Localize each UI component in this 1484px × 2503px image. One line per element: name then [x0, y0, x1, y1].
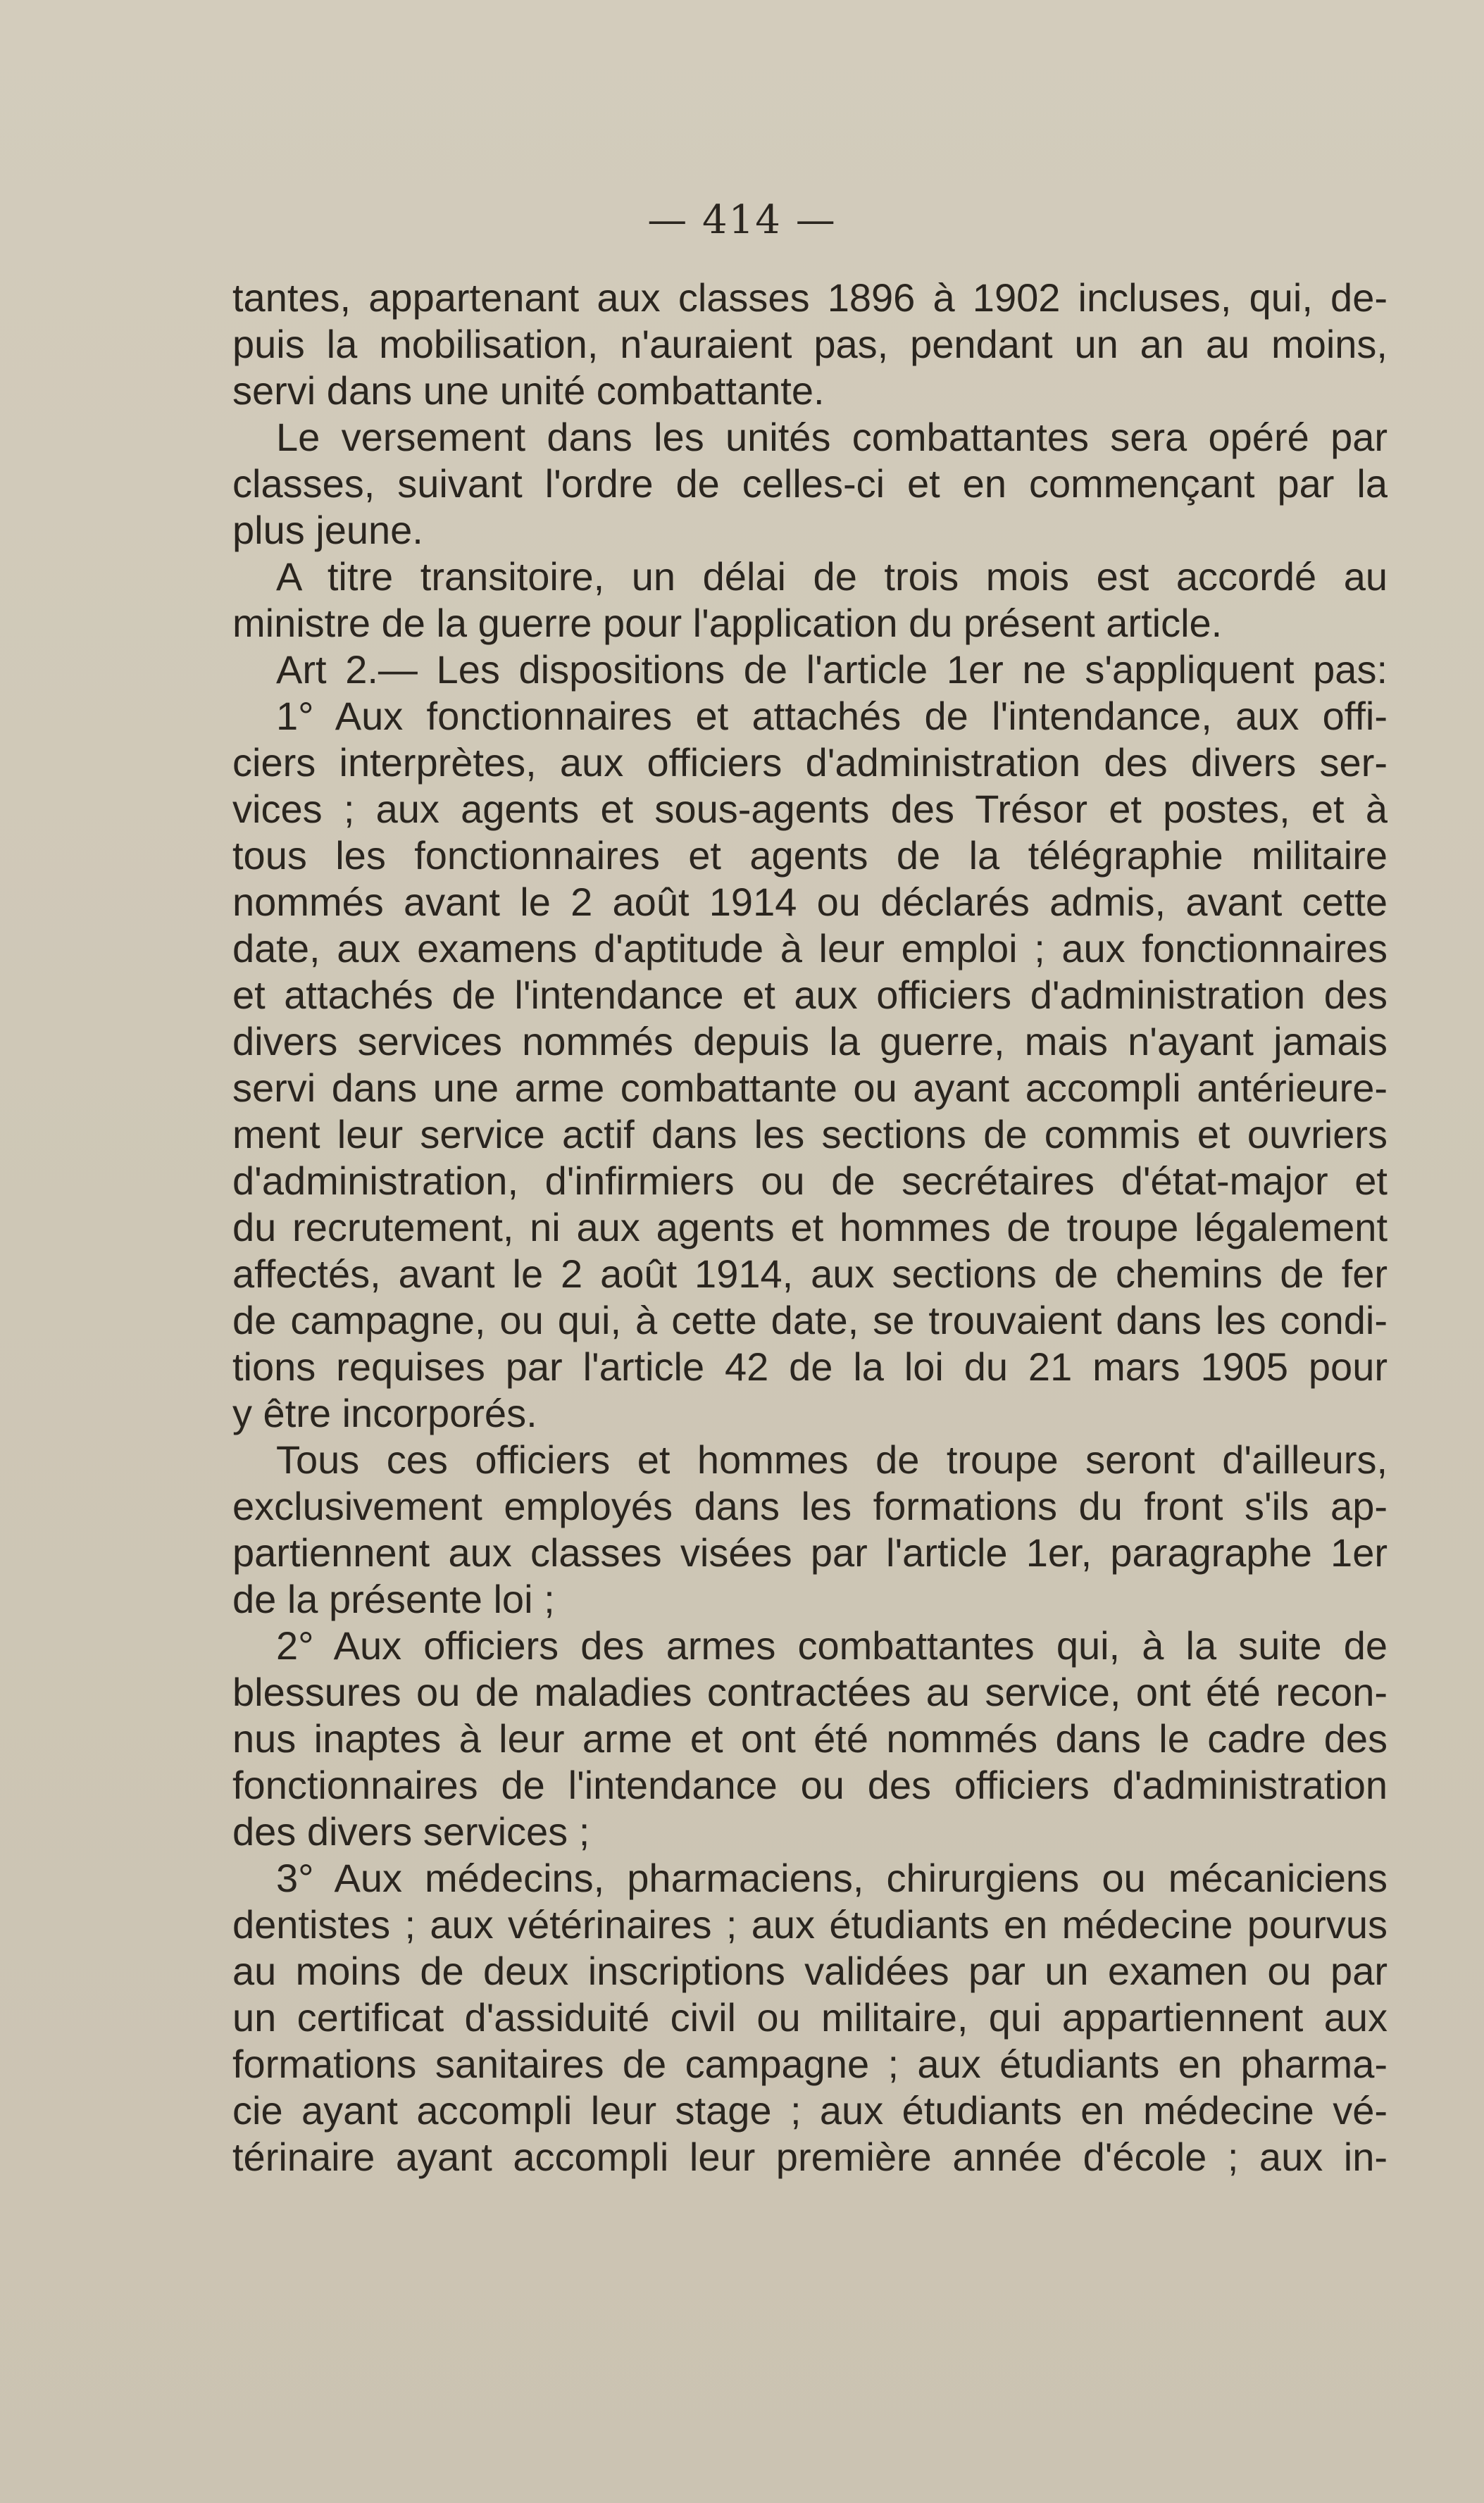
text-line: tions requises par l'article 42 de la loi du 21 mars 1905 pour — [232, 1344, 1388, 1389]
text-line: 1° Aux fonctionnaires et attachés de l'intendance, aux offi- — [276, 694, 1388, 738]
text-line: date, aux examens d'aptitude à leur emploi ; aux fonctionnaires — [232, 926, 1388, 970]
text-line: au moins de deux inscriptions validées par un examen ou par — [232, 1949, 1388, 1993]
text-line: des divers services ; — [232, 1809, 590, 1854]
text-line: ciers interprètes, aux officiers d'administration des divers ser- — [232, 740, 1388, 785]
text-line: tous les fonctionnaires et agents de la télégraphie militaire — [232, 833, 1388, 878]
text-line: et attachés de l'intendance et aux officiers d'administration des — [232, 973, 1388, 1017]
text-line: Le versement dans les unités combattantes sera opéré par — [276, 415, 1388, 459]
text-line: Art 2.— Les dispositions de l'article 1er ne s'appliquent pas: — [276, 647, 1388, 692]
text-line: exclusivement employés dans les formations du front s'ils ap- — [232, 1484, 1388, 1528]
text-line: affectés, avant le 2 août 1914, aux sections de chemins de fer — [232, 1252, 1388, 1296]
text-line: servi dans une unité combattante. — [232, 368, 825, 413]
text-line: 3° Aux médecins, pharmaciens, chirurgiens ou mécaniciens — [276, 1856, 1388, 1900]
text-line: de la présente loi ; — [232, 1577, 555, 1621]
text-line: d'administration, d'infirmiers ou de secrétaires d'état-major et — [232, 1159, 1388, 1203]
text-line: nommés avant le 2 août 1914 ou déclarés admis, avant cette — [232, 880, 1388, 924]
text-line: cie ayant accompli leur stage ; aux étudiants en médecine vé- — [232, 2088, 1388, 2133]
body-text — [232, 275, 1388, 2180]
page-number: — 414 — — [647, 197, 837, 243]
text-line: Tous ces officiers et hommes de troupe seront d'ailleurs, — [276, 1437, 1388, 1482]
text-line: y être incorporés. — [232, 1391, 537, 1435]
text-line: classes, suivant l'ordre de celles-ci et en commençant par la — [232, 461, 1388, 506]
text-line: dentistes ; aux vétérinaires ; aux étudiants en médecine pourvus — [232, 1902, 1388, 1947]
text-line: de campagne, ou qui, à cette date, se trouvaient dans les condi- — [232, 1298, 1388, 1342]
text-line: nus inaptes à leur arme et ont été nommés dans le cadre des — [232, 1716, 1388, 1761]
text-line: formations sanitaires de campagne ; aux étudiants en pharma- — [232, 2042, 1388, 2086]
text-line: servi dans une arme combattante ou ayant accompli antérieure- — [232, 1066, 1388, 1110]
text-line: partiennent aux classes visées par l'article 1er, paragraphe 1er — [232, 1530, 1388, 1575]
text-line: ment leur service actif dans les sections de commis et ouvriers — [232, 1112, 1388, 1156]
text-line: ministre de la guerre pour l'application du présent article. — [232, 601, 1223, 645]
text-line: vices ; aux agents et sous-agents des Trésor et postes, et à — [232, 787, 1388, 831]
text-line: A titre transitoire, un délai de trois mois est accordé au — [276, 554, 1388, 599]
text-line: du recrutement, ni aux agents et hommes de troupe légalement — [232, 1205, 1388, 1249]
text-line: térinaire ayant accompli leur première année d'école ; aux in- — [232, 2135, 1388, 2179]
text-line: divers services nommés depuis la guerre, mais n'ayant jamais — [232, 1019, 1388, 1063]
text-line: plus jeune. — [232, 508, 423, 552]
text-line: fonctionnaires de l'intendance ou des officiers d'administration — [232, 1763, 1388, 1807]
text-line: tantes, appartenant aux classes 1896 à 1902 incluses, qui, de- — [232, 275, 1388, 320]
text-line: 2° Aux officiers des armes combattantes qui, à la suite de — [276, 1623, 1388, 1668]
text-line: un certificat d'assiduité civil ou militaire, qui appartiennent aux — [232, 1995, 1388, 2040]
text-line: blessures ou de maladies contractées au service, ont été recon- — [232, 1670, 1388, 1714]
text-line: puis la mobilisation, n'auraient pas, pendant un an au moins, — [232, 322, 1388, 366]
